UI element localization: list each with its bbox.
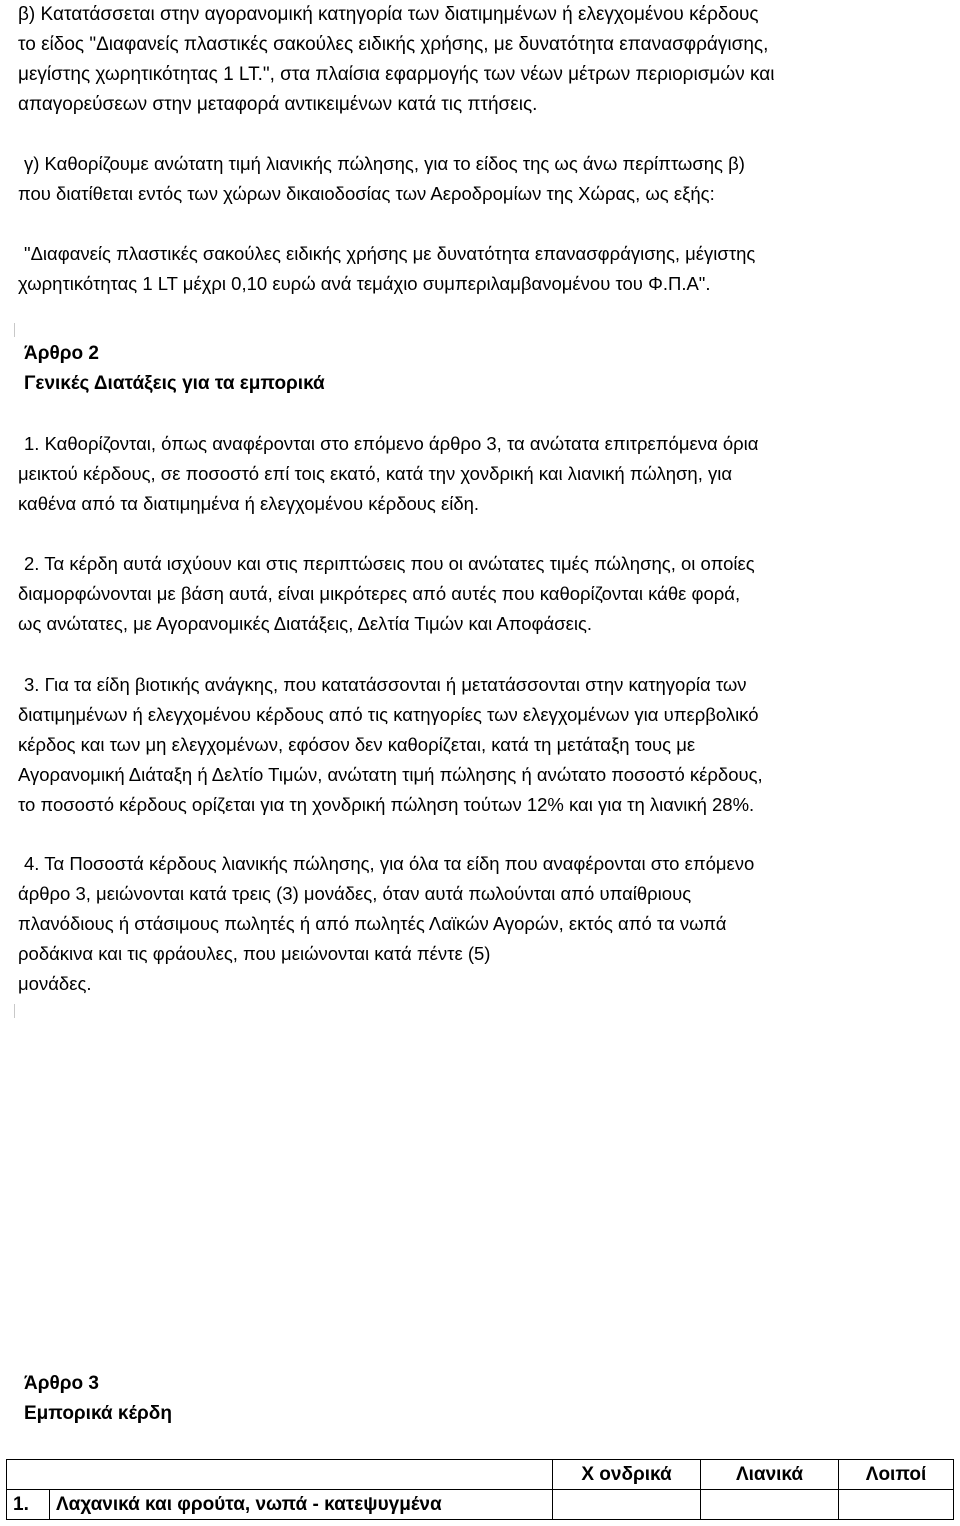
row-retail-cell <box>701 1490 839 1520</box>
article-2-p2-line-3: ως ανώτατες, με Αγορανομικές Διατάξεις, Δελτία Τιμών και Αποφάσεις. <box>18 613 593 634</box>
article-2-p3-line-2: διατιμημένων ή ελεγχομένου κέρδους από τις κατηγορίες των ελεγχομένων για υπερβολικό <box>18 704 759 725</box>
article-2-p2-line-1: 2. Τα κέρδη αυτά ισχύουν και στις περιπτώσεις που οι ανώτατες τιμές πώλησης, οι οποίες <box>24 553 755 574</box>
article-2-p2-line-2: διαμορφώνονται με βάση αυτά, είναι μικρότερες από αυτές που καθορίζονται κάθε φορά, <box>18 583 741 604</box>
table-row <box>7 1490 954 1520</box>
paragraph-b-line-3: μεγίστης χωρητικότητας 1 LT.", στα πλαίσια εφαρμογής των νέων μέτρων περιορισμών και <box>18 64 775 85</box>
paragraph-b-line-2: το είδος "Διαφανείς πλαστικές σακούλες ειδικής χρήσης, με δυνατότητα επανασφράγισης, <box>18 34 769 55</box>
article-2-p3-line-5: το ποσοστό κέρδους ορίζεται για τη χονδρική πώληση τούτων 12% και για τη λιανική 28%. <box>18 794 755 815</box>
quote-line-1: "Διαφανείς πλαστικές σακούλες ειδικής χρήσης με δυνατότητα επανασφράγισης, μέγιστης <box>24 243 756 264</box>
paragraph-c-line-2: που διατίθεται εντός των χώρων δικαιοδοσίας των Αεροδρομίων της Χώρας, ως εξής: <box>18 183 715 204</box>
paragraph-b-line-4: απαγορεύσεων στην μεταφορά αντικειμένων κατά τις πτήσεις. <box>18 94 538 115</box>
column-header-wholesale: Χ ονδρικά <box>553 1460 701 1490</box>
margin-mark <box>14 323 15 337</box>
column-header-other: Λοιποί <box>839 1460 954 1490</box>
table-header-empty-cell <box>7 1460 50 1490</box>
article-3-number: Άρθρο 3 <box>24 1373 99 1394</box>
paragraph-b-line-1: β) Κατατάσσεται στην αγορανομική κατηγορία των διατιμημένων ή ελεγχομένου κέρδους <box>18 4 759 25</box>
margin-mark <box>14 1004 15 1018</box>
row-label: Λαχανικά και φρούτα, νωπά - κατεψυγμένα <box>50 1490 553 1520</box>
article-2-p1-line-3: καθένα από τα διατιμημένα ή ελεγχομένου κέρδους είδη. <box>18 493 480 514</box>
article-2-p3-line-1: 3. Για τα είδη βιοτικής ανάγκης, που κατατάσσονται ή μετατάσσονται στην κατηγορία των <box>24 674 747 695</box>
article-2-p4-line-5: μονάδες. <box>18 973 92 994</box>
article-3-title: Εμπορικά κέρδη <box>24 1403 172 1424</box>
paragraph-c-line-1: γ) Καθορίζουμε ανώτατη τιμή λιανικής πώλησης, για το είδος της ως άνω περίπτωσης β) <box>24 153 745 174</box>
table-header-empty-cell <box>50 1460 553 1490</box>
article-2-p3-line-4: Αγορανομική Διάταξη ή Δελτίο Τιμών, ανώτατη τιμή πώλησης ή ανώτατο ποσοστό κέρδους, <box>18 764 763 785</box>
profit-margins-table <box>6 1459 954 1520</box>
row-other-cell <box>839 1490 954 1520</box>
article-2-p4-line-3: πλανόδιους ή στάσιμους πωλητές ή από πωλητές Λαϊκών Αγορών, εκτός από τα νωπά <box>18 913 727 934</box>
quote-line-2: χωρητικότητας 1 LT μέχρι 0,10 ευρώ ανά τεμάχιο συμπεριλαμβανομένου του Φ.Π.Α". <box>18 273 711 294</box>
article-2-number: Άρθρο 2 <box>24 343 99 364</box>
article-2-p3-line-3: κέρδος και των μη ελεγχομένων, εφόσον δεν καθορίζεται, κατά τη μετάταξη τους με <box>18 734 696 755</box>
row-number: 1. <box>7 1490 50 1520</box>
column-header-retail: Λιανικά <box>701 1460 839 1490</box>
article-2-p1-line-1: 1. Καθορίζονται, όπως αναφέρονται στο επόμενο άρθρο 3, τα ανώτατα επιτρεπόμενα όρια <box>24 433 759 454</box>
article-2-p4-line-2: άρθρο 3, μειώνονται κατά τρεις (3) μονάδες, όταν αυτά πωλούνται από υπαίθριους <box>18 883 692 904</box>
row-wholesale-cell <box>553 1490 701 1520</box>
article-2-title: Γενικές Διατάξεις για τα εμπορικά <box>24 373 325 394</box>
article-2-p4-line-1: 4. Τα Ποσοστά κέρδους λιανικής πώλησης, για όλα τα είδη που αναφέρονται στο επόμενο <box>24 853 755 874</box>
article-2-p4-line-4: ροδάκινα και τις φράουλες, που μειώνονται κατά πέντε (5) <box>18 943 491 964</box>
table-header-row <box>7 1460 954 1490</box>
article-2-p1-line-2: μεικτού κέρδους, σε ποσοστό επί τοις εκατό, κατά την χονδρική και λιανική πώληση, για <box>18 463 733 484</box>
